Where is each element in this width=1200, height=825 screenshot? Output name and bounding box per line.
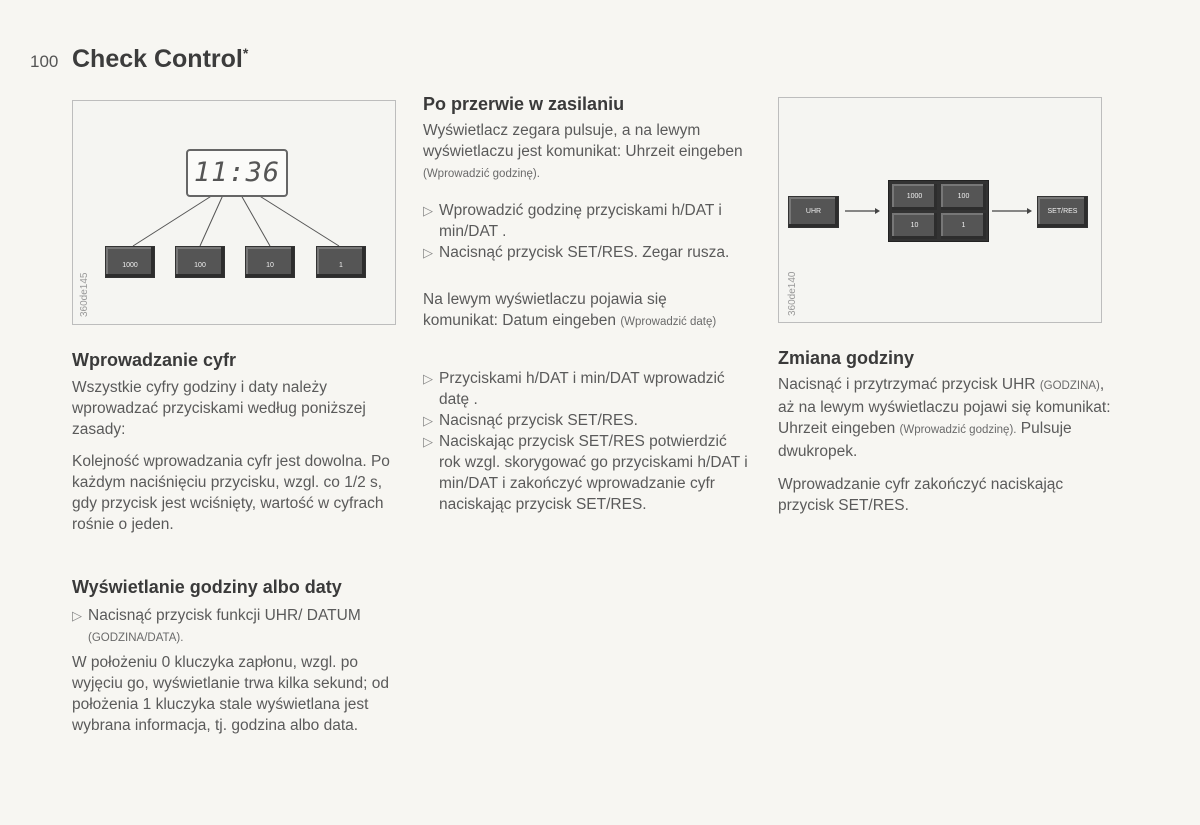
page-title-text: Check Control	[72, 45, 243, 73]
list-item	[423, 242, 749, 263]
figure-code: 360de140	[787, 271, 798, 316]
grid-button-10: 10	[891, 212, 938, 240]
paragraph-text: Pulsuje dwukropek.	[778, 420, 1072, 460]
paragraph-clock-pulses	[423, 120, 763, 185]
bullet-arrow-icon: ▷	[423, 245, 433, 260]
uhr-button: UHR	[788, 196, 839, 228]
bullet-arrow-icon: ▷	[423, 203, 433, 218]
paragraph-small-text: (GODZINA)	[1039, 380, 1100, 392]
title-asterisk: *	[242, 45, 249, 61]
setres-button: SET/RES	[1037, 196, 1088, 228]
bullet-text: Wprowadzić godzinę przyciskami h/DAT i min/DAT .	[439, 202, 722, 240]
section-title-display: Wyświetlanie godziny albo daty	[72, 577, 342, 597]
bullet-arrow-icon: ▷	[423, 434, 433, 449]
paragraph-small-text: (Wprowadzić godzinę).	[899, 424, 1017, 436]
button-grid	[888, 180, 989, 242]
clock-display: 11:36	[186, 149, 288, 197]
clock-digits-figure	[72, 100, 396, 325]
paragraph-digits-order: Kolejność wprowadzania cyfr jest dowolna. Po każdym naciśnięciu przycisku, wzgl. co 1/2 s, gdy przycisk jest wciśnięty, wartość w cyfrach rośnie o jeden.	[72, 453, 390, 533]
list-item	[423, 368, 739, 410]
list-item	[72, 605, 388, 649]
section-title-entering-digits: Wprowadzanie cyfr	[72, 350, 237, 370]
page-number: 100	[30, 52, 59, 71]
paragraph-date-prompt	[423, 289, 743, 333]
paragraph-text: Wyświetlacz zegara pulsuje, a na lewym wyświetlaczu jest komunikat: Uhrzeit eingeben	[423, 122, 743, 160]
grid-button-1: 1	[940, 212, 987, 240]
section-title-power-loss: Po przerwie w zasilaniu	[423, 94, 625, 114]
paragraph-text: , aż na lewym wyświetlaczu pojawi się komunikat: Uhrzeit eingeben	[778, 376, 1111, 437]
bullet-arrow-icon: ▷	[423, 413, 433, 428]
button-100: 100	[175, 246, 225, 278]
bullet-text: Nacisnąć przycisk funkcji UHR/ DATUM	[88, 607, 361, 624]
section-title-change-time: Zmiana godziny	[778, 348, 915, 368]
paragraph-digits-rule: Wszystkie cyfry godziny i daty należy wprowadzać przyciskami według poniższej zasady:	[72, 379, 366, 438]
grid-button-1000: 1000	[891, 183, 938, 211]
paragraph-text: Nacisnąć i przytrzymać przycisk UHR	[778, 376, 1036, 393]
grid-button-100: 100	[940, 183, 987, 211]
bullet-arrow-icon: ▷	[423, 371, 433, 386]
paragraph-small-text: (Wprowadzić godzinę).	[423, 168, 540, 180]
list-item	[423, 431, 749, 515]
button-1000: 1000	[105, 246, 155, 278]
paragraph-display-info: W położeniu 0 kluczyka zapłonu, wzgl. po wyjęciu go, wyświetlanie trwa kilka sekund; od położenia 1 kluczyka stale wyświetlana jest wybrana informacja, tj. godzina albo data.	[72, 654, 390, 734]
paragraph-finish-entry: Wprowadzanie cyfr zakończyć naciskając przycisk SET/RES.	[778, 476, 1064, 514]
bullet-arrow-icon: ▷	[72, 608, 82, 623]
page-title	[72, 45, 248, 74]
button-1: 1	[316, 246, 366, 278]
paragraph-hold-uhr	[778, 374, 1113, 462]
paragraph-text: Na lewym wyświetlaczu pojawia się komunikat: Datum eingeben	[423, 291, 667, 329]
uhr-setres-figure	[778, 97, 1102, 323]
list-item	[423, 410, 749, 431]
figure-code: 360de145	[79, 272, 90, 317]
bullet-text: Przyciskami h/DAT i min/DAT wprowadzić datę .	[439, 370, 725, 408]
button-10: 10	[245, 246, 295, 278]
bullet-text: Nacisnąć przycisk SET/RES.	[439, 412, 638, 429]
bullet-text: Naciskając przycisk SET/RES potwierdzić rok wzgl. skorygować go przyciskami h/DAT i min/DAT i zakończyć wprowadzanie cyfr naciskając przycisk SET/RES.	[439, 433, 748, 513]
paragraph-small-text: (Wprowadzić datę)	[620, 316, 717, 328]
connector-lines	[73, 101, 395, 324]
bullet-text: Nacisnąć przycisk SET/RES. Zegar rusza.	[439, 244, 730, 261]
list-item	[423, 200, 749, 242]
bullet-small-text: (GODZINA/DATA).	[88, 632, 184, 644]
